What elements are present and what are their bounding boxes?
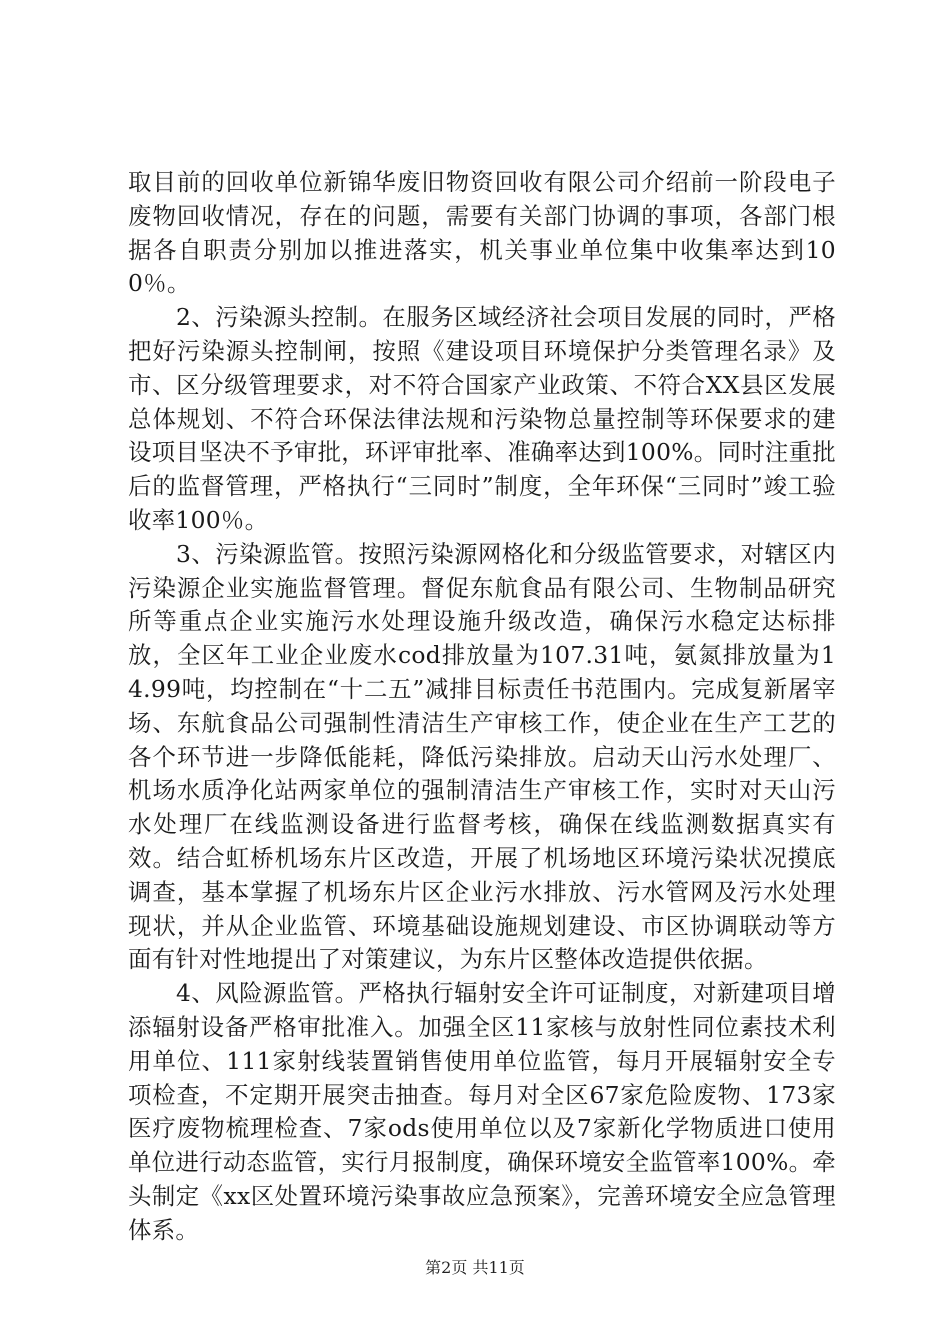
- page-number-footer: 第2页 共11页: [425, 1258, 525, 1277]
- paragraph-pollution-source-supervision: 3、污染源监管。按照污染源网格化和分级监管要求，对辖区内污染源企业实施监督管理。督促东航食品有限公司、生物制品研究所等重点企业实施污水处理设施升级改造，确保污水稳定达标排放，全区年工业企业废水cod排放量为107.31吨，氨氮排放量为14.99吨，均控制在“十二五”减排目标责任书范围内。完成复新屠宰场、东航食品公司强制性清洁生产审核工作，使企业在生产工艺的各个环节进一步降低能耗，降低污染排放。启动天山污水处理厂、机场水质净化站两家单位的强制清洁生产审核工作，实时对天山污水处理厂在线监测设备进行监督考核，确保在线监测数据真实有效。结合虹桥机场东片区改造，开展了机场地区环境污染状况摸底调查，基本掌握了机场东片区企业污水排放、污水管网及污水处理现状，并从企业监管、环境基础设施规划建设、市区协调联动等方面有针对性地提出了对策建议，为东片区整体改造提供依据。: [128, 539, 836, 974]
- document-body: [128, 166, 836, 1248]
- paragraph-continuation: 取目前的回收单位新锦华废旧物资回收有限公司介绍前一阶段电子废物回收情况，存在的问题，需要有关部门协调的事项，各部门根据各自职责分别加以推进落实，机关事业单位集中收集率达到100％。: [128, 168, 836, 298]
- paragraph-pollution-source-control: 2、污染源头控制。在服务区域经济社会项目发展的同时，严格把好污染源头控制闸，按照《建设项目环境保护分类管理名录》及市、区分级管理要求，对不符合国家产业政策、不符合XX县区发展总体规划、不符合环保法律法规和污染物总量控制等环保要求的建设项目坚决不予审批，环评审批率、准确率达到100%。同时注重批后的监督管理，严格执行“三同时”制度，全年环保“三同时”竣工验收率100％。: [128, 303, 836, 534]
- paragraph-risk-source-supervision: 4、风险源监管。严格执行辐射安全许可证制度，对新建项目增添辐射设备严格审批准入。加强全区11家核与放射性同位素技术利用单位、111家射线装置销售使用单位监管，每月开展辐射安全专项检查，不定期开展突击抽查。每月对全区67家危险废物、173家医疗废物梳理检查、7家ods使用单位以及7家新化学物质进口使用单位进行动态监管，实行月报制度，确保环境安全监管率100%。牵头制定《xx区处置环境污染事故应急预案》，完善环境安全应急管理体系。: [128, 979, 836, 1244]
